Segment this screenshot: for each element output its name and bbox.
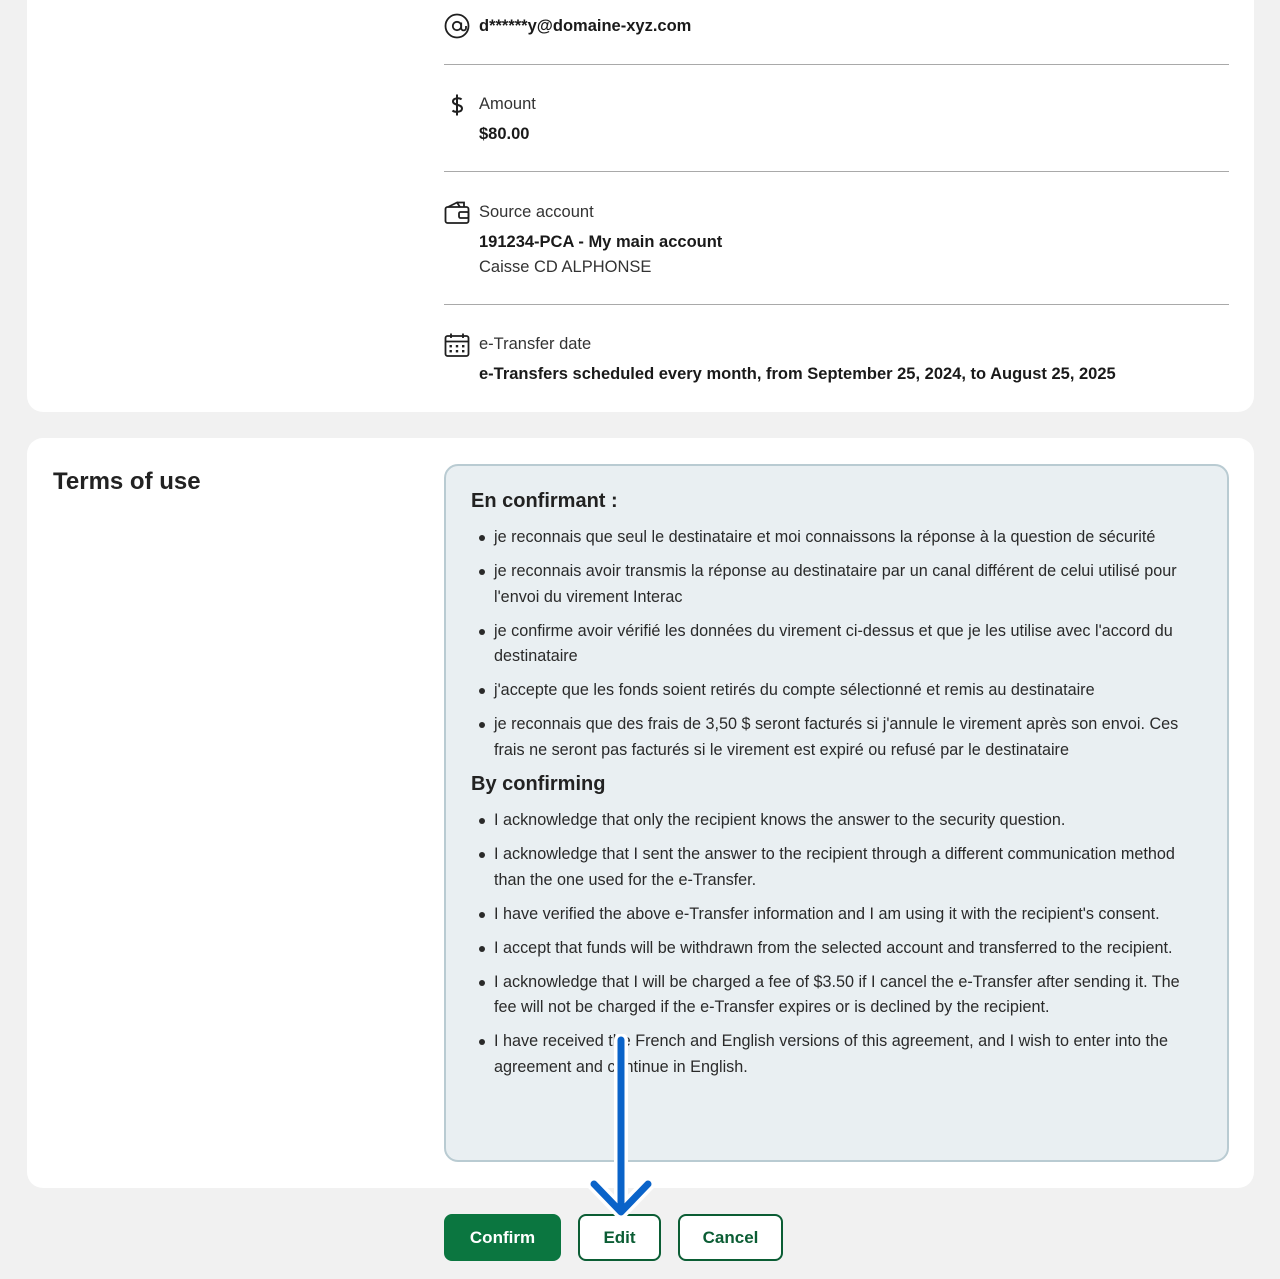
list-item: je reconnais avoir transmis la réponse au destinataire par un canal différent de celui utilisé pour l'envoi du virement Interac <box>471 559 1201 610</box>
amount-label: Amount <box>479 95 536 113</box>
calendar-icon <box>444 332 470 358</box>
dollar-icon <box>444 92 470 118</box>
cancel-button[interactable]: Cancel <box>678 1214 783 1261</box>
transfer-date-value: e-Transfers scheduled every month, from September 25, 2024, to August 25, 2025 <box>479 365 1116 383</box>
terms-french-heading: En confirmant : <box>471 490 618 512</box>
recipient-email: d******y@domaine-xyz.com <box>479 17 692 35</box>
terms-box <box>444 464 1229 1162</box>
terms-french-list <box>471 525 1201 763</box>
list-item: I acknowledge that only the recipient knows the answer to the security question. <box>471 808 1201 834</box>
source-account-name: 191234-PCA - My main account <box>479 233 723 251</box>
list-item: I have received the French and English versions of this agreement, and I wish to enter into the agreement and continue in English. <box>471 1029 1201 1080</box>
edit-button[interactable]: Edit <box>578 1214 661 1261</box>
terms-english-list <box>471 808 1201 1080</box>
list-item: I acknowledge that I will be charged a fee of $3.50 if I cancel the e-Transfer after sending it. The fee will not be charged if the e-Transfer expires or is declined by the recipient. <box>471 970 1201 1021</box>
divider <box>444 304 1229 305</box>
list-item: I accept that funds will be withdrawn from the selected account and transferred to the recipient. <box>471 936 1201 962</box>
list-item: I acknowledge that I sent the answer to the recipient through a different communication method than the one used for the e-Transfer. <box>471 842 1201 893</box>
transfer-summary-card <box>27 0 1254 412</box>
source-account-label: Source account <box>479 203 594 221</box>
confirm-button[interactable]: Confirm <box>444 1214 561 1261</box>
amount-value: $80.00 <box>479 125 530 143</box>
list-item: je reconnais que des frais de 3,50 $ seront facturés si j'annule le virement après son envoi. Ces frais ne seront pas facturés si le virement est expiré ou refusé par le destinataire <box>471 712 1201 763</box>
divider <box>444 171 1229 172</box>
list-item: je reconnais que seul le destinataire et moi connaissons la réponse à la question de sécurité <box>471 525 1201 551</box>
source-account-row <box>444 200 1229 290</box>
recipient-email-row <box>444 13 1229 43</box>
amount-row <box>444 92 1229 152</box>
list-item: I have verified the above e-Transfer information and I am using it with the recipient's consent. <box>471 902 1201 928</box>
terms-card <box>27 438 1254 1188</box>
transfer-date-label: e-Transfer date <box>479 335 592 353</box>
transfer-date-row <box>444 332 1229 392</box>
divider <box>444 64 1229 65</box>
list-item: je confirme avoir vérifié les données du virement ci-dessus et que je les utilise avec l'accord du destinataire <box>471 619 1201 670</box>
wallet-icon <box>444 200 470 226</box>
source-account-institution: Caisse CD ALPHONSE <box>479 258 652 276</box>
terms-english-heading: By confirming <box>471 773 606 795</box>
list-item: j'accepte que les fonds soient retirés du compte sélectionné et remis au destinataire <box>471 678 1201 704</box>
at-sign-icon <box>444 13 470 39</box>
terms-title: Terms of use <box>53 468 201 495</box>
